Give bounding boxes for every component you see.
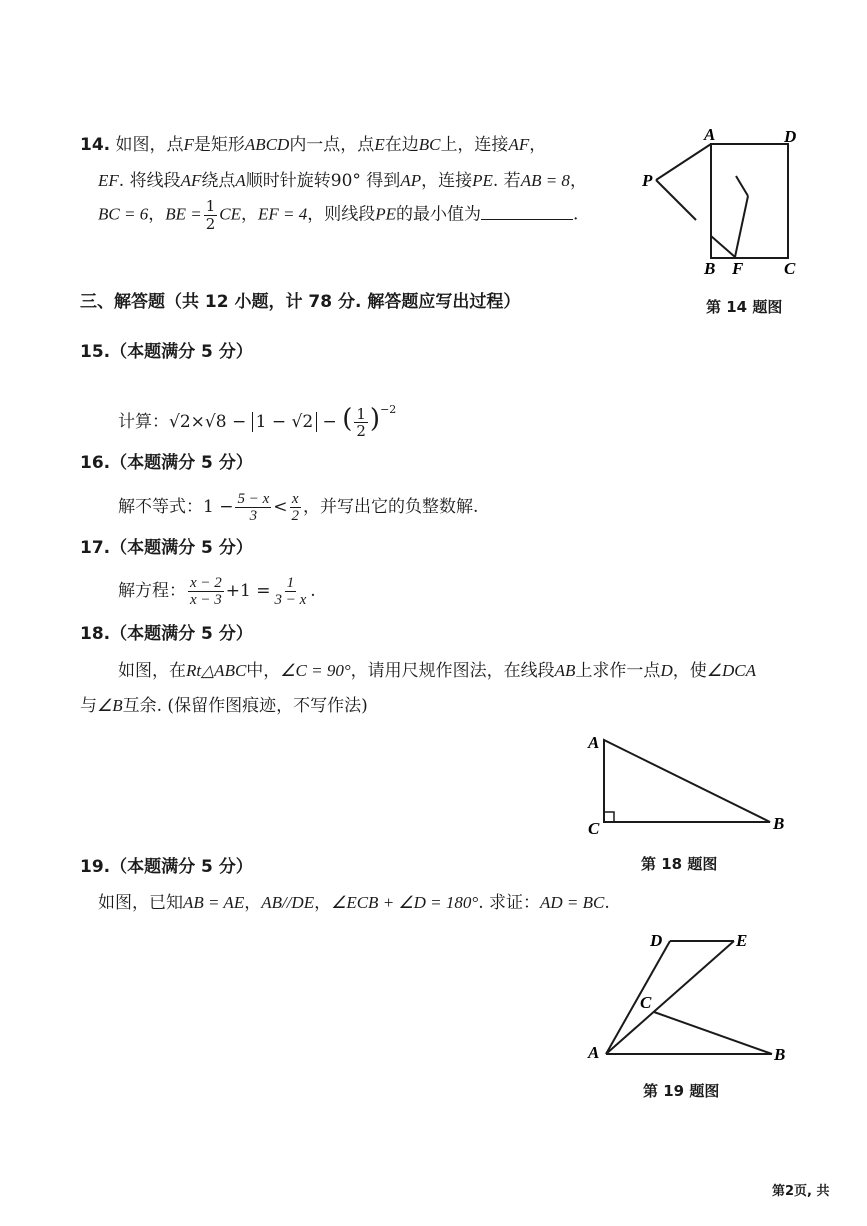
segment-ea [606, 941, 734, 1054]
q19-caption: 第 19 题图 [643, 1082, 720, 1100]
q19-header: 19.（本题满分 5 分） [80, 857, 253, 877]
q14-line2: EF. 将线段AF绕点A顺时针旋转90° 得到AP，连接PE. 若AB = 8， [98, 171, 587, 191]
section-3-title: 三、解答题（共 12 小题，计 78 分. 解答题应写出过程） [80, 292, 521, 312]
label-c: C [588, 819, 600, 838]
q18-caption: 第 18 题图 [641, 855, 718, 873]
q16-body: 解不等式：1 − $\frac{5 - x}{3}$ < $\frac{x}{2}$ ，并写出它的负整数解. [118, 490, 479, 524]
q14-caption: 第 14 题图 [706, 298, 783, 316]
segment-ef [711, 236, 735, 257]
segment-ad [606, 941, 670, 1054]
label-b: B [774, 1045, 786, 1064]
label-p: P [642, 171, 653, 190]
label-e: E [736, 931, 748, 950]
label-b: B [773, 814, 785, 833]
q14-line3: BC = 6，BE = $\frac{1}{2}$ CE，EF = 4，则线段PE的最小值为 . [98, 197, 579, 233]
q18-figure [580, 728, 790, 838]
q15-body: 计算：√2×√8 − 1 − √2 − ( $\frac{1}{2}$ )$^{-2}$ [118, 403, 397, 440]
q16-header: 16.（本题满分 5 分） [80, 453, 253, 473]
page-number: 第2页, 共 [772, 1184, 830, 1199]
q14-line1: 14. 如图，点F是矩形ABCD内一点，点E在边BC上，连接AF， [80, 135, 547, 155]
segment-pe [656, 180, 696, 220]
q18-line2: 与∠B互余. (保留作图痕迹，不写作法) [80, 696, 368, 716]
q18-line1: 如图，在Rt△ABC中，∠C = 90°，请用尺规作图法，在线段AB上求作一点D，使∠DCA [118, 661, 756, 681]
label-a: A [588, 733, 600, 752]
segment-cb [654, 1012, 772, 1054]
label-d: D [784, 127, 797, 146]
label-b: B [704, 259, 716, 278]
segment-af-top [736, 176, 748, 196]
q15-header: 15.（本题满分 5 分） [80, 342, 253, 362]
q18-header: 18.（本题满分 5 分） [80, 624, 253, 644]
q14-number: 14. [80, 135, 111, 155]
segment-fa-part [735, 196, 748, 257]
right-angle-mark [604, 812, 614, 822]
triangle-abc [604, 740, 770, 822]
q19-figure [582, 926, 792, 1066]
answer-blank[interactable] [481, 205, 573, 220]
q17-body: 解方程： $\frac{x - 2}{x - 3}$ +1 = $\frac{1}{3 - x}$ . [118, 574, 316, 608]
q14-half-fraction: $\frac{1}{2}$ [205, 197, 216, 233]
label-f: F [732, 259, 744, 278]
q17-header: 17.（本题满分 5 分） [80, 538, 253, 558]
q14-figure [638, 120, 808, 280]
rectangle-abcd [711, 144, 788, 258]
label-c: C [640, 993, 652, 1012]
label-a: A [704, 125, 716, 144]
label-c: C [784, 259, 796, 278]
label-a: A [588, 1043, 600, 1062]
segment-ap [656, 144, 711, 180]
q19-line1: 如图，已知AB = AE，AB//DE，∠ECB + ∠D = 180°. 求证：AD = BC. [98, 893, 610, 913]
label-d: D [650, 931, 663, 950]
